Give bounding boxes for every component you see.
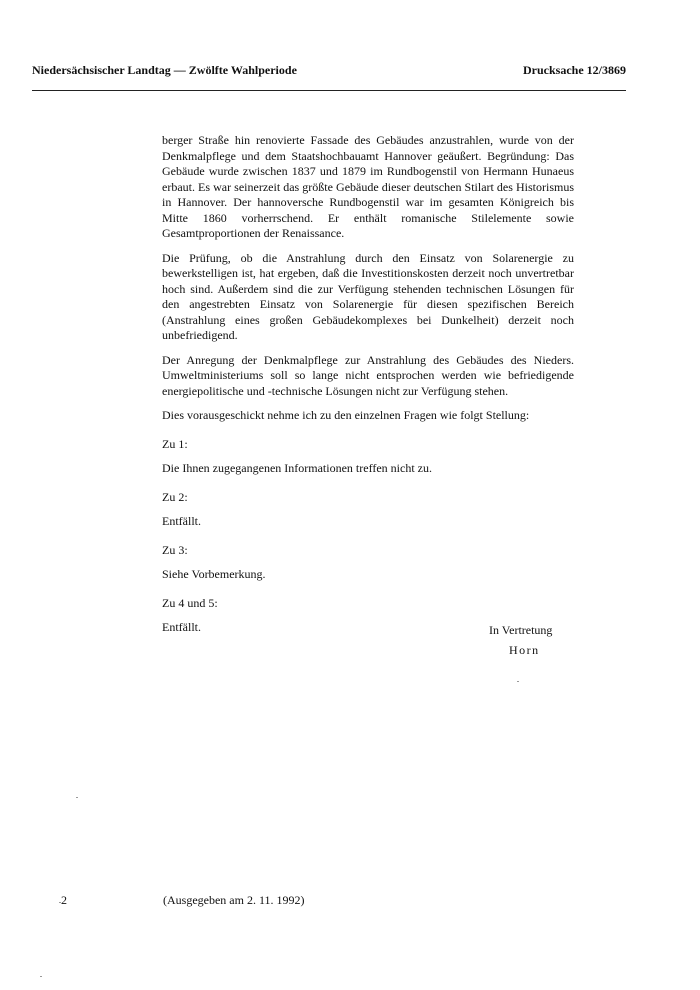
header-title: Niedersächsischer Landtag — Zwölfte Wahlperiode [32,63,297,77]
paragraph-1: berger Straße hin renovierte Fassade des Gebäudes anzustrahlen, wurde von der Denkmalpflege und dem Staatshochbauamt Hannover geäußert. Begründung: Das Gebäude wurde zwischen 1837 und 1879 im Rundbogenstil von Hermann Hunaeus erbaut. Es war seinerzeit das größte Gebäude dieser deutschen Stilart des Historismus in Hannover. Der hannoversche Rundbogenstil war im gesamten Königreich bis Mitte 1860 vorherrschend. Er enthält romanische Stilelemente sowie Gesamtproportionen der Renaissance. [162,133,574,240]
answer-3-text: Siehe Vorbemerkung. [162,567,266,581]
scan-speck [76,797,78,798]
answer-2-text: Entfällt. [162,514,201,528]
signature-name: Horn [509,643,540,657]
scan-speck [40,976,42,977]
answer-2-label: Zu 2: [162,489,188,504]
answer-4-5-text: Entfällt. [162,620,201,634]
scan-speck [517,681,519,682]
page-header [32,63,626,78]
signature-line-1: In Vertretung [489,623,553,637]
answer-4-5-label: Zu 4 und 5: [162,595,218,610]
paragraph-2: Die Prüfung, ob die Anstrahlung durch den Einsatz von Solarenergie zu bewerkstelligen ist, hat ergeben, daß die Investitionskosten derzeit noch unvertretbar hoch sind. Außerdem sind die zur Verfügung stehenden technischen Lösungen für den angestrebten Einsatz von Solarenergie für diesen spezifischen Bereich (Anstrahlung eines großen Gebäudekomplexes bei Dunkelheit) derzeit noch unbefriedigend. [162,250,574,342]
issue-date: (Ausgegeben am 2. 11. 1992) [163,893,305,907]
header-rule [32,90,626,91]
paragraph-3: Der Anregung der Denkmalpflege zur Anstrahlung des Gebäudes des Nieders. Umweltministeriums soll so lange nicht entsprochen werden wie befriedigende energiepolitische und -technische Lösungen nicht zur Verfügung stehen. [162,352,574,398]
paragraph-4: Dies vorausgeschickt nehme ich zu den einzelnen Fragen wie folgt Stellung: [162,408,530,422]
answer-1-label: Zu 1: [162,436,188,451]
document-body [162,133,574,649]
page-number: 2 [61,893,67,907]
document-number: Drucksache 12/3869 [523,63,626,77]
answer-3-label: Zu 3: [162,542,188,557]
answer-1-text: Die Ihnen zugegangenen Informationen treffen nicht zu. [162,461,432,475]
scan-speck [59,902,61,903]
